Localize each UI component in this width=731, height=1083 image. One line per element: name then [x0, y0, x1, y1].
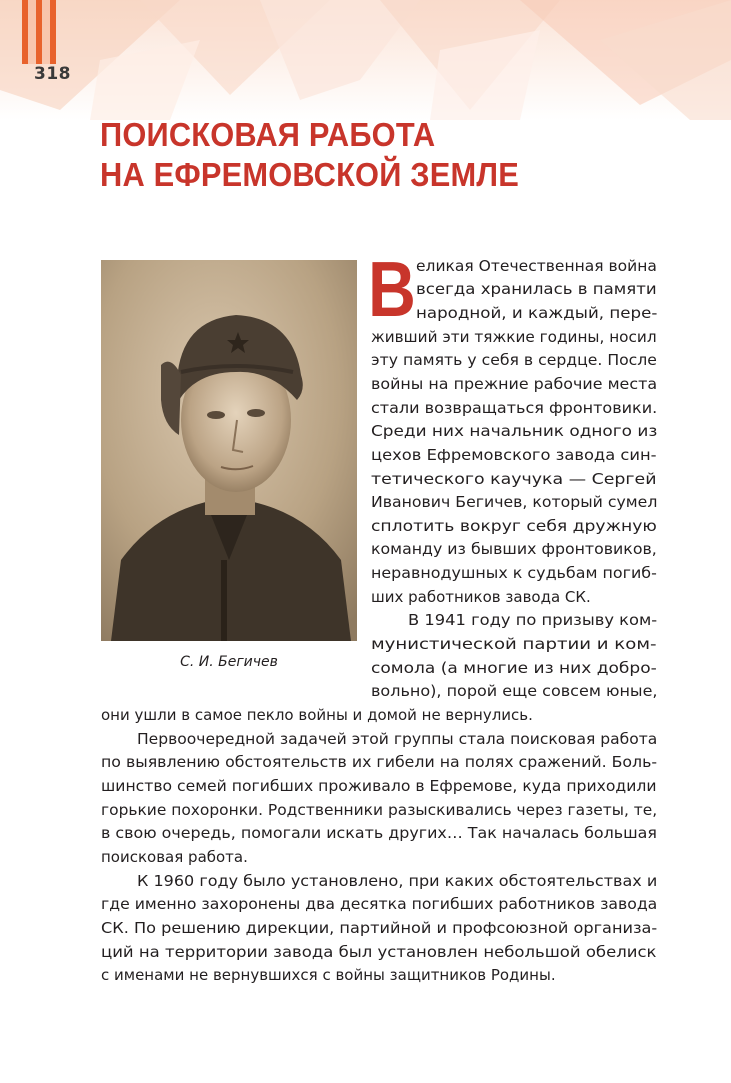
text-line: К 1960 году было установлено, при каких обстоятельствах и [137, 872, 658, 890]
text-line: команду из бывших фронтовиков, [371, 540, 657, 558]
text-line: поисковая работа. [101, 848, 248, 866]
text-line: живший эти тяжкие годины, носил [371, 328, 657, 346]
text-line: стали возвращаться фронтовики. [371, 399, 658, 417]
header-decoration [0, 0, 731, 120]
text-line: с именами не вернувшихся с войны защитников Родины. [101, 966, 556, 984]
text-line: в свою очередь, помогали искать других… Так началась большая [101, 824, 657, 842]
text-line: они ушли в самое пекло войны и домой не вернулись. [101, 706, 533, 724]
photo-caption: С. И. Бегичев [180, 654, 278, 670]
text-line: по выявлению обстоятельств их гибели на полях сражений. Боль- [101, 753, 658, 771]
portrait-photo [101, 260, 357, 641]
text-line: цехов Ефремовского завода син- [371, 446, 657, 464]
text-line: сомола (а многие из них добро- [371, 659, 657, 677]
text-line: СК. По решению дирекции, партийной и профсоюзной организа- [101, 919, 658, 937]
text-line: всегда хранилась в памяти [416, 280, 657, 298]
text-line: Первоочередной задачей этой группы стала поисковая работа [137, 730, 658, 748]
page-title [100, 116, 519, 196]
text-line: тетического каучука — Сергей [371, 470, 657, 488]
text-line: народной, и каждый, пере- [416, 304, 658, 322]
drop-cap: В [368, 245, 416, 333]
text-line: В 1941 году по призыву ком- [408, 611, 658, 629]
text-line: ций на территории завода был установлен небольшой обелиск [101, 943, 657, 961]
text-line: Иванович Бегичев, который сумел [371, 493, 658, 511]
title-line: НА ЕФРЕМОВСКОЙ ЗЕМЛЕ [100, 157, 519, 194]
text-line: мунистической партии и ком- [371, 635, 657, 653]
title-line: ПОИСКОВАЯ РАБОТА [100, 117, 436, 154]
text-line: войны на прежние рабочие места [371, 375, 658, 393]
text-line: Среди них начальник одного из [371, 422, 658, 440]
text-line: неравнодушных к судьбам погиб- [371, 564, 657, 582]
page-number: 318 [34, 64, 71, 84]
text-line: ших работников завода СК. [371, 588, 591, 606]
ribbon-stripes [22, 0, 70, 64]
text-line: сплотить вокруг себя дружную [371, 517, 657, 535]
text-line: еликая Отечественная война [416, 257, 657, 275]
text-line: эту память у себя в сердце. После [371, 351, 657, 369]
text-line: вольно), порой еще совсем юные, [371, 682, 658, 700]
text-line: горькие похоронки. Родственники разыскивались через газеты, те, [101, 801, 658, 819]
geometric-pattern [0, 0, 731, 120]
text-line: шинство семей погибших проживало в Ефремове, куда приходили [101, 777, 657, 795]
text-line: где именно захоронены два десятка погибших работников завода [101, 895, 658, 913]
